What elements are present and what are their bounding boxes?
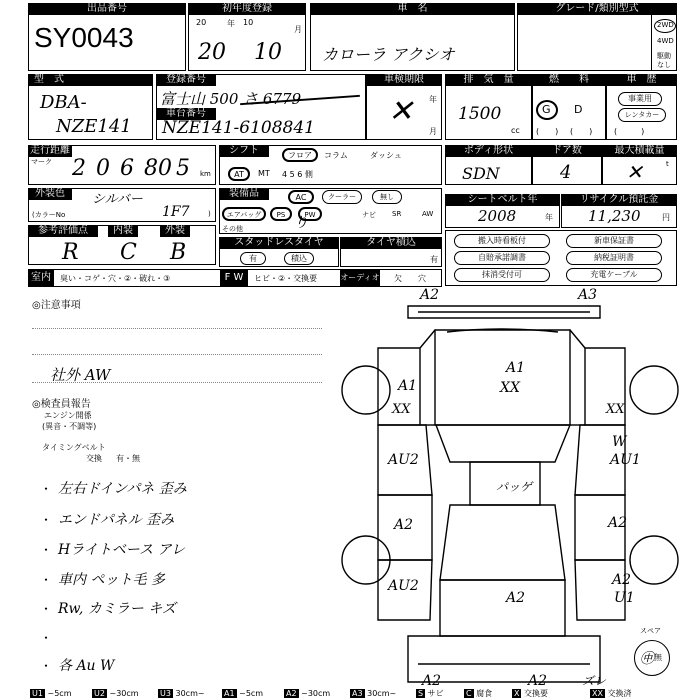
spare-check: ㊥ xyxy=(640,651,654,667)
mark-left-door-au2: AU2 xyxy=(388,452,419,468)
recycle-unit: 円 xyxy=(662,213,670,222)
shift-column: コラム xyxy=(324,151,348,160)
capacity-cross: ✕ xyxy=(626,160,643,184)
note-bullet-4: ・ xyxy=(40,573,53,587)
mark-right-door-au1: AU1 xyxy=(610,452,641,468)
mileage-digit-4: 8 xyxy=(144,156,158,181)
equip-pw: PW xyxy=(298,207,322,221)
mark-right-door-w: W xyxy=(612,434,627,450)
note-item-2: エンドパネル 歪み xyxy=(58,512,175,528)
drive-none: 駆動 なし xyxy=(657,52,671,69)
exterior-score: B xyxy=(170,240,187,265)
timing-label: タイミングベルト xyxy=(42,443,106,452)
legend-a2-code: A2 xyxy=(286,689,297,698)
interior-score: C xyxy=(120,240,137,265)
capacity-unit: t xyxy=(666,160,669,168)
color-code-label: (カラーNo xyxy=(32,211,66,219)
shift-at: AT xyxy=(228,167,250,181)
fuel-paren-2: ( ) xyxy=(570,127,593,136)
legend-s-text: サビ xyxy=(427,689,444,698)
reg-number: 富士山 500 さ 6779 xyxy=(160,90,302,108)
mark-rear-left: A2 xyxy=(422,673,442,689)
legend-x xyxy=(512,688,548,700)
spare-label: スペア xyxy=(640,627,661,635)
doc-liability: 自賠承諾調書 xyxy=(454,251,550,265)
mark-rear-shift: ズレ xyxy=(582,674,607,688)
interior-header: 内装 xyxy=(108,225,138,237)
mileage-digit-3: 6 xyxy=(120,156,134,181)
interior-row-header: 室内 xyxy=(28,269,54,287)
shift-header: シフト xyxy=(219,145,269,157)
shift-gears: 4 5 6 側 xyxy=(282,170,313,179)
mark-left-fender-xx: XX xyxy=(392,402,411,417)
car-name-header: 車 名 xyxy=(310,3,515,15)
legend-a3 xyxy=(350,688,396,700)
mileage-digit-5: 0 xyxy=(158,156,172,181)
note-bullet-7: ・ xyxy=(40,659,53,673)
doc-tax: 納税証明書 xyxy=(566,251,662,265)
mark-hood: A1 xyxy=(506,360,526,376)
history-rental: レンタカー xyxy=(618,108,666,122)
studless-stock: 積込 xyxy=(284,252,314,265)
legend-a1-code: A1 xyxy=(224,689,235,698)
history-paren: ( ) xyxy=(614,127,645,136)
legend-u2-text: ~30cm xyxy=(109,689,139,698)
fw-items: ヒビ・②・交換要 xyxy=(254,274,318,283)
inspector-title: ◎検査員報告 xyxy=(32,399,91,410)
mark-front-left: A2 xyxy=(420,287,440,303)
note-item-7: 各 Au W xyxy=(58,658,115,674)
chassis-header: 車台番号 xyxy=(156,108,216,120)
legend-a3-text: 30cm~ xyxy=(367,689,397,698)
notes-line-3 xyxy=(32,382,322,383)
mark-right-quarter-u1: U1 xyxy=(614,590,635,606)
model-code: NZE141 xyxy=(56,116,132,137)
chassis-number: NZE141-6108841 xyxy=(162,118,315,138)
mark-right-fender-xx: XX xyxy=(606,402,625,417)
timing-values: 有・無 xyxy=(116,454,140,463)
mileage-digit-6: 5 xyxy=(176,156,190,181)
equip-other: その他 xyxy=(222,225,243,233)
drive-divider xyxy=(651,15,652,71)
inspection-month-unit: 月 xyxy=(429,127,437,136)
doc-cancel: 抹消受付可 xyxy=(454,268,550,282)
equip-none: 無し xyxy=(372,190,402,204)
first-reg-pre-month: 10 xyxy=(243,18,254,27)
legend-xx-code: XX xyxy=(592,689,603,698)
legend-s xyxy=(416,688,444,700)
legend-a2-text: ~30cm xyxy=(301,689,331,698)
first-reg-month: 10 xyxy=(254,40,282,65)
mark-front-right: A3 xyxy=(578,287,598,303)
seatbelt-unit: 年 xyxy=(545,213,553,222)
legend-u3-code: U3 xyxy=(160,689,171,698)
legend-x-code: X xyxy=(514,689,520,698)
mileage-mark: マーク xyxy=(31,158,52,166)
legend-u1-code: U1 xyxy=(32,689,43,698)
fuel-paren-1: ( ) xyxy=(536,127,559,136)
equip-other-mark: り xyxy=(294,215,308,231)
fuel-d: D xyxy=(574,103,583,116)
inspection-year-unit: 年 xyxy=(429,95,437,104)
equip-aw: AW xyxy=(422,210,434,218)
note-bullet-1: ・ xyxy=(40,482,53,496)
color-code: 1F7 xyxy=(162,204,190,220)
first-registration-header: 初年度登録 xyxy=(188,3,306,15)
mark-rear-right: A2 xyxy=(528,673,548,689)
drive-4wd: 4WD xyxy=(657,37,674,45)
legend-c-text: 腐食 xyxy=(476,689,493,698)
legend-u1 xyxy=(30,688,71,700)
fuel-header: 燃 料 xyxy=(532,74,606,86)
ref-score: R xyxy=(62,240,79,265)
recycle-fee: 11,230 xyxy=(588,207,641,225)
interior-items: 臭い・コゲ・穴・②・破れ・③ xyxy=(60,274,171,283)
mileage-digit-2: 0 xyxy=(96,156,110,181)
first-reg-month-unit: 月 xyxy=(294,25,302,34)
recycle-header: リサイクル預託金 xyxy=(561,194,677,206)
mileage-header: 走行距離 xyxy=(30,145,70,156)
history-business: 事業用 xyxy=(618,92,662,106)
equip-ps: PS xyxy=(270,207,292,221)
doors: 4 xyxy=(560,162,572,183)
displacement-unit: cc xyxy=(511,126,520,135)
legend-s-code: S xyxy=(418,689,424,698)
mark-left-rear-door: A2 xyxy=(394,517,414,533)
legend-xx-text: 交換済 xyxy=(607,689,632,698)
inspection-cross: ✕ xyxy=(388,94,414,129)
equip-navi: ナビ xyxy=(362,211,376,219)
body-type-header: ボディ形状 xyxy=(445,145,532,157)
note-bullet-2: ・ xyxy=(40,513,53,527)
note-item-1: 左右ドインパネ 歪み xyxy=(58,481,187,497)
car-name: カローラ アクシオ xyxy=(322,45,455,64)
fuel-g: G xyxy=(542,103,551,116)
grade-header: グレード/類別型式 xyxy=(517,3,677,15)
capacity-header: 最大積載量 xyxy=(602,145,677,157)
legend-a1-text: ~5cm xyxy=(239,689,264,698)
tire-stock-header: タイヤ積込 xyxy=(340,237,442,249)
legend-u2-code: U2 xyxy=(94,689,105,698)
mark-left-quarter: AU2 xyxy=(388,578,419,594)
first-reg-pre-year: 20 xyxy=(196,18,207,27)
legend-u3-text: 30cm~ xyxy=(175,689,205,698)
note-bullet-5: ・ xyxy=(40,602,53,616)
displacement-header: 排 気 量 xyxy=(445,74,532,86)
equip-airbag: エアバッグ xyxy=(222,207,266,221)
note-bullet-3: ・ xyxy=(40,543,53,557)
audio-none: 穴 xyxy=(418,274,426,283)
note-item-3: Hライトベース アレ xyxy=(58,542,185,558)
legend-u2 xyxy=(92,688,139,700)
legend-xx xyxy=(590,688,632,700)
mileage-unit: km xyxy=(200,170,211,178)
legend-x-text: 交換要 xyxy=(524,689,549,698)
doc-warranty: 新車保証書 xyxy=(566,234,662,248)
mark-right-quarter: A2 xyxy=(612,572,632,588)
notes-line-1 xyxy=(32,328,322,329)
color-code-close: ) xyxy=(208,210,211,218)
legend-u3 xyxy=(158,688,205,700)
notes-line-2 xyxy=(32,354,322,355)
doc-charge-cable: 充電ケーブル xyxy=(566,268,662,282)
audio-missing: 欠 xyxy=(394,274,402,283)
timing-swap: 交換 xyxy=(86,454,102,463)
legend-c xyxy=(464,688,492,700)
note-item-5: Rw, カミラー キズ xyxy=(58,601,176,617)
audio-header: オーディオ xyxy=(340,269,380,287)
seatbelt-year: 2008 xyxy=(478,207,517,225)
lot-number-header: 出品番号 xyxy=(28,3,186,15)
mark-right-rear-door: A2 xyxy=(608,515,628,531)
shift-mt: MT xyxy=(258,169,270,178)
color-header: 外装色 xyxy=(28,188,72,200)
mark-trunk: A2 xyxy=(506,590,526,606)
displacement: 1500 xyxy=(458,104,502,124)
inspection-header: 車検期限 xyxy=(366,74,442,86)
engine-label: エンジン開係 xyxy=(44,411,92,420)
shift-floor: フロア xyxy=(282,148,318,162)
exterior-header: 外装 xyxy=(160,225,190,237)
mark-roof: パッゲ xyxy=(496,480,533,494)
engine-sub: (異音・不調等) xyxy=(42,422,97,431)
model-prefix: DBA- xyxy=(40,92,87,113)
ref-score-header: 参考評価点 xyxy=(28,225,98,237)
reg-number-header: 登録番号 xyxy=(156,74,216,86)
note-item-4: 車内 ペット毛 多 xyxy=(58,572,165,588)
special-note: 社外 AW xyxy=(50,366,111,384)
lot-number: SY0043 xyxy=(34,22,134,53)
first-reg-year: 20 xyxy=(198,40,226,65)
legend-a1 xyxy=(222,688,263,700)
legend-u1-text: ~5cm xyxy=(47,689,72,698)
spare-value: 無 xyxy=(654,653,662,662)
tire-stock-yes: 有 xyxy=(430,255,438,264)
legend-a2 xyxy=(284,688,330,700)
studless-header: スタッドレスタイヤ xyxy=(219,237,339,249)
fw-header: F W xyxy=(220,269,248,287)
drive-2wd: 2WD xyxy=(657,21,674,29)
equipment-header: 装備品 xyxy=(219,188,269,200)
equip-cooler: クーラー xyxy=(322,190,362,204)
history-header: 車 歴 xyxy=(606,74,677,86)
first-reg-year-unit: 年 xyxy=(227,19,235,28)
shift-dash: ダッシュ xyxy=(370,151,402,160)
studless-yes: 有 xyxy=(240,252,266,265)
doors-header: ドア数 xyxy=(532,145,602,157)
legend-c-code: C xyxy=(466,689,472,698)
doc-signboard: 搬入時看板付 xyxy=(454,234,550,248)
mark-left-fender: A1 xyxy=(398,378,418,394)
legend-a3-code: A3 xyxy=(352,689,363,698)
body-type: SDN xyxy=(462,164,500,183)
color: シルバー xyxy=(92,192,143,207)
equip-sr: SR xyxy=(392,210,402,218)
seatbelt-header: シートベルト年 xyxy=(445,194,560,206)
equip-ac: AC xyxy=(288,190,314,204)
model-header: 型 式 xyxy=(28,74,153,86)
note-bullet-6: ・ xyxy=(40,631,53,645)
mark-hood-xx: XX xyxy=(500,380,520,396)
notes-title: ◎注意事項 xyxy=(32,300,81,311)
mileage-digit-1: 2 xyxy=(72,156,86,181)
